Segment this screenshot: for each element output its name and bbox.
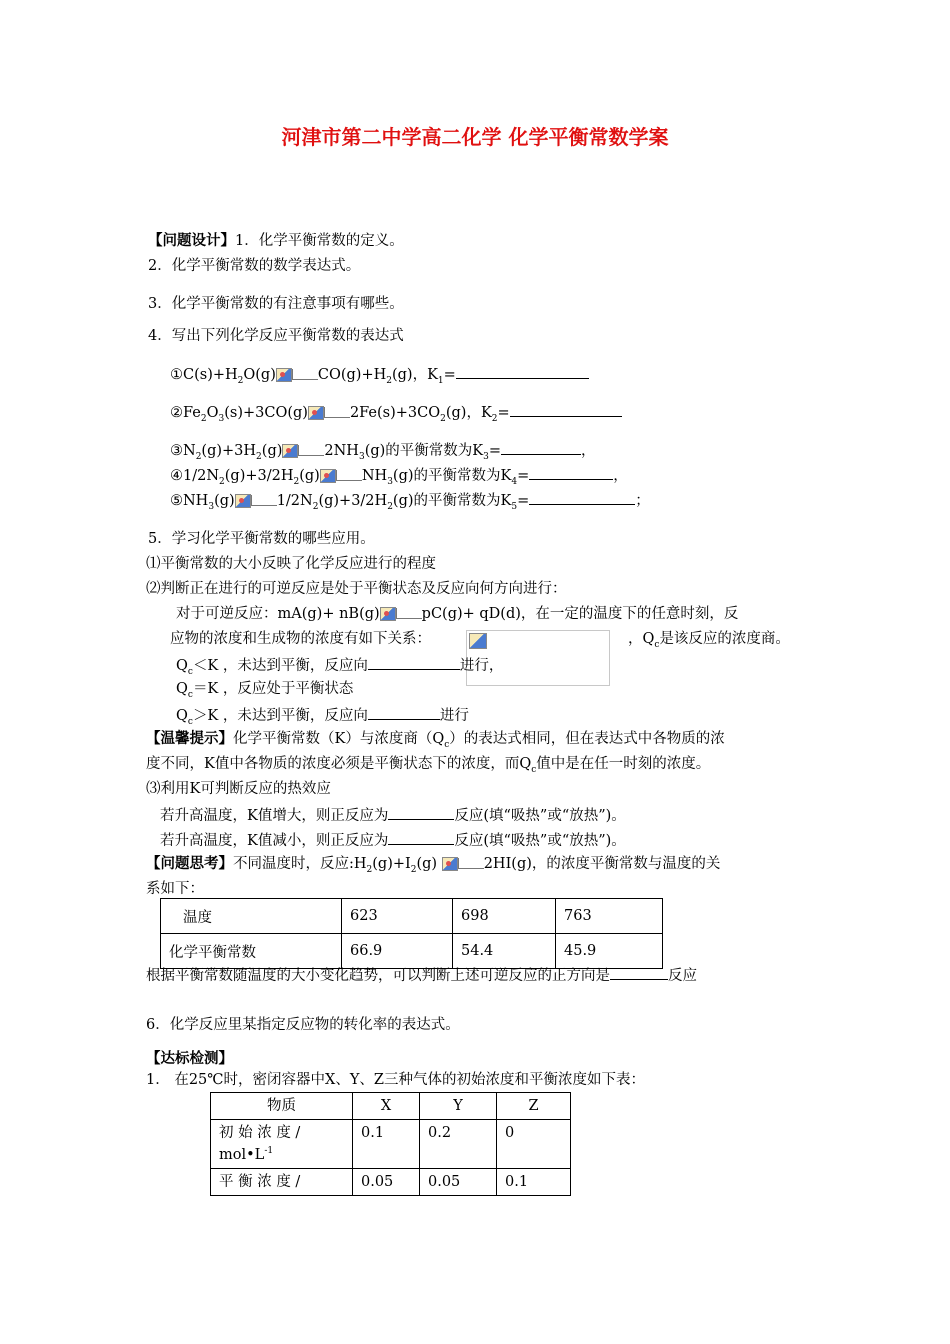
eq4-r2: (g)的平衡常数为K: [392, 468, 512, 484]
table-cell: Y: [420, 1093, 497, 1120]
answer-blank-k5[interactable]: [529, 489, 635, 505]
eq4-end: ，: [613, 468, 628, 484]
answer-blank-k1[interactable]: [456, 363, 589, 379]
sub: 2: [312, 501, 319, 512]
table-row: [211, 1120, 571, 1169]
sub: 1: [437, 375, 444, 386]
eq5-r2: (g)+3/2H: [318, 493, 388, 509]
tip-l2b: 值中是在任一时刻的浓度。: [536, 756, 711, 772]
sub: c: [187, 689, 193, 700]
question-1: [148, 231, 404, 251]
sub: 2: [387, 501, 393, 512]
application-2: ⑵判断正在进行的可逆反应是处于平衡状态及反应向何方向进行：: [146, 581, 567, 597]
equation-4: [170, 464, 628, 486]
heat-effect-line-1: [160, 804, 626, 826]
tip-l1a: 化学平衡常数（K）与浓度商（Q: [233, 731, 445, 747]
section-head-think: 【问题思考】: [146, 855, 233, 872]
tip-l1b: ）的表达式相同，但在表达式中各物质的浓: [449, 731, 725, 747]
heat2-a: 若升高温度，K值减小，则正反应为: [160, 833, 389, 849]
page-title: 河津市第二中学高二化学 化学平衡常数学案: [281, 125, 669, 149]
qc1-end: 进行，: [459, 658, 504, 674]
table-cell: X: [353, 1093, 420, 1120]
qc-definition: [628, 629, 790, 649]
sub: 3: [387, 476, 393, 487]
eq5-r4: =: [517, 493, 530, 509]
section-head-tip: 【温馨提示】: [146, 730, 233, 747]
eq1-r3: =: [443, 367, 456, 383]
reversible-arrow-icon: [442, 856, 484, 870]
sub: 2: [256, 451, 262, 462]
qc-def-a: ，Q: [628, 631, 655, 647]
sub: c: [654, 639, 660, 650]
eq1-right: CO(g)+H: [317, 367, 387, 383]
reversible-arrow-icon: [282, 443, 324, 457]
sub: 4: [511, 476, 518, 487]
reversible-arrow-icon: [380, 606, 422, 620]
reversible-arrow-icon: [235, 493, 277, 507]
eq3-end: ，: [581, 443, 596, 459]
think-a: 不同温度时，反应:H: [233, 856, 367, 872]
table-cell: 化学平衡常数: [161, 934, 342, 969]
qc3-text: ＞K ，未达到平衡，反应向: [192, 708, 368, 724]
tip-line-2: [146, 754, 710, 774]
answer-blank-heat-2[interactable]: [388, 829, 454, 845]
table-cell: 物质: [211, 1093, 353, 1120]
answer-blank-k4[interactable]: [529, 464, 613, 480]
table-cell: 0.2: [420, 1120, 497, 1169]
eq2-right: 2Fe(s)+3CO: [349, 405, 441, 421]
eq3-r2: (g)的平衡常数为K: [364, 443, 484, 459]
sub: 3: [208, 501, 215, 512]
eq5-right: 1/2N: [276, 493, 313, 509]
table-cell: 0.05: [420, 1169, 497, 1196]
think-c: (g): [416, 856, 442, 872]
temperature-k-table: [160, 898, 663, 969]
eq5-left: ⑤NH: [170, 493, 209, 509]
eq1-l2: O(g): [243, 367, 276, 383]
reversible-arrow-icon: [308, 405, 350, 419]
table-row: [211, 1093, 571, 1120]
qc-greater-than-k: [176, 704, 469, 726]
table-cell: 0.1: [497, 1169, 571, 1196]
qc-less-than-k: [176, 654, 503, 676]
table-cell: 623: [342, 899, 453, 934]
sub: 3: [218, 413, 225, 424]
heat-effect-line-2: [160, 829, 626, 851]
equation-2: [170, 401, 622, 423]
eq3-left: ③N: [170, 443, 196, 459]
sub: 2: [195, 451, 202, 462]
table-cell: 0: [497, 1120, 571, 1169]
qc-q: Q: [176, 658, 188, 674]
relation-text-a: 应物的浓度和生成物的浓度有如下关系：: [170, 631, 431, 647]
table-cell: 0.1: [353, 1120, 420, 1169]
application-1: ⑴平衡常数的大小反映了化学反应进行的程度: [146, 556, 436, 572]
judge-a: 根据平衡常数随温度的大小变化趋势，可以判断上述可逆反应的正方向是: [146, 968, 610, 984]
row-label-unit: mol•L: [219, 1147, 265, 1163]
question-2: 2．化学平衡常数的数学表达式。: [148, 258, 361, 274]
table-cell: [211, 1120, 353, 1169]
sub: c: [187, 716, 193, 727]
equation-3: [170, 439, 596, 461]
reversible-arrow-icon: [276, 367, 318, 381]
eq4-r3: =: [517, 468, 530, 484]
tip-l2a: 度不同，K值中各物质的浓度必须是平衡状态下的浓度，而Q: [146, 756, 532, 772]
eq4-l3: (g): [299, 468, 320, 484]
sub: 2: [237, 375, 244, 386]
reaction-line: [176, 604, 738, 624]
sub: 2: [491, 413, 498, 424]
qc-def-b: 是该反应的浓度商。: [659, 631, 790, 647]
relation-line: [170, 629, 431, 649]
sub: 3: [358, 451, 365, 462]
eq3-r3: =: [488, 443, 502, 459]
eq3-l3: (g): [261, 443, 283, 459]
qc-equal-k: [176, 679, 353, 699]
section-head-design: 【问题设计】: [148, 232, 235, 249]
eq2-l2: O: [206, 405, 219, 421]
reaction-text-b: pC(g)+ qD(d)，在一定的温度下的任意时刻，反: [421, 606, 739, 622]
table-cell: 45.9: [556, 934, 663, 969]
sub: 2: [200, 413, 207, 424]
q1-text: 1．化学平衡常数的定义。: [235, 233, 404, 249]
qc2-text: ＝K ，反应处于平衡状态: [192, 681, 354, 697]
sub: 2: [219, 476, 225, 487]
equation-5: [170, 489, 650, 511]
judge-b: 反应: [668, 968, 697, 984]
eq4-right: NH: [361, 468, 388, 484]
eq5-end: ；: [635, 493, 650, 509]
sub: 5: [511, 501, 518, 512]
reversible-arrow-icon: [320, 468, 362, 482]
qc-q: Q: [176, 708, 188, 724]
answer-blank-heat-1[interactable]: [388, 804, 454, 820]
sub: 2: [386, 375, 392, 386]
section-head-check: 【达标检测】: [146, 1050, 233, 1067]
think-line-1: [146, 854, 720, 874]
eq1-left: ①C(s)+H: [170, 367, 238, 383]
sub: 2: [440, 413, 446, 424]
equation-1: [170, 363, 589, 385]
sub: c: [444, 739, 450, 750]
question-3: 3．化学平衡常数的有注意事项有哪些。: [148, 296, 404, 312]
table-row: [161, 899, 663, 934]
think-line-2: 系如下：: [146, 881, 204, 897]
table-cell: 0.05: [353, 1169, 420, 1196]
eq5-r3: (g)的平衡常数为K: [392, 493, 512, 509]
table-cell: 平 衡 浓 度 /: [211, 1169, 353, 1196]
sub: 3: [483, 451, 489, 462]
table-cell: 66.9: [342, 934, 453, 969]
sub: c: [187, 666, 193, 677]
judge-line: [146, 964, 697, 986]
answer-blank-direction-1[interactable]: [368, 654, 460, 670]
question-4: 4．写出下列化学反应平衡常数的表达式: [148, 328, 404, 344]
eq2-r3: =: [497, 405, 510, 421]
qc-q: Q: [176, 681, 188, 697]
sup: -1: [264, 1146, 274, 1157]
qc1-text: ＜K ，未达到平衡，反应向: [192, 658, 368, 674]
eq2-left: ②Fe: [170, 405, 201, 421]
eq2-l3: (s)+3CO(g): [224, 405, 308, 421]
table-cell: 763: [556, 899, 663, 934]
question-5: 5．学习化学平衡常数的哪些应用。: [148, 531, 375, 547]
eq5-l2: (g): [214, 493, 235, 509]
reaction-text-a: 对于可逆反应：mA(g)+ nB(g): [176, 606, 380, 622]
sub: 2: [293, 476, 300, 487]
question-6: 6．化学反应里某指定反应物的转化率的表达式。: [146, 1017, 460, 1033]
heat1-a: 若升高温度，K值增大，则正反应为: [160, 808, 389, 824]
eq2-r2: (g)，K: [445, 405, 492, 421]
think-b: (g)+I: [372, 856, 411, 872]
eq4-l2: (g)+3/2H: [224, 468, 294, 484]
table-cell: 温度: [161, 899, 342, 934]
answer-blank-direction-2[interactable]: [368, 704, 440, 720]
eq3-l2: (g)+3H: [201, 443, 257, 459]
heat1-b: 反应(填“吸热”或“放热”)。: [454, 808, 626, 824]
answer-blank-k3[interactable]: [501, 439, 581, 455]
answer-blank-direction-3[interactable]: [610, 964, 668, 980]
tip-line-1: [146, 729, 725, 749]
table-cell: 54.4: [453, 934, 556, 969]
table-cell: Z: [497, 1093, 571, 1120]
table-cell: 698: [453, 899, 556, 934]
sub: c: [531, 764, 537, 775]
eq1-r2: (g)，K: [391, 367, 438, 383]
row-label: 初 始 浓 度 /: [219, 1125, 301, 1141]
heat2-b: 反应(填“吸热”或“放热”)。: [454, 833, 626, 849]
sub: 2: [410, 864, 417, 875]
think-d: 2HI(g)，的浓度平衡常数与温度的关: [483, 856, 721, 872]
application-3: ⑶利用K可判断反应的热效应: [146, 781, 331, 797]
answer-blank-k2[interactable]: [510, 401, 622, 417]
concentration-table: [210, 1092, 571, 1196]
check-question-1: 1． 在25℃时，密闭容器中X、Y、Z三种气体的初始浓度和平衡浓度如下表：: [146, 1072, 645, 1088]
eq3-right: 2NH: [324, 443, 359, 459]
eq4-left: ④1/2N: [170, 468, 220, 484]
sub: 2: [366, 864, 373, 875]
table-row: [211, 1169, 571, 1196]
qc3-end: 进行: [439, 708, 469, 724]
